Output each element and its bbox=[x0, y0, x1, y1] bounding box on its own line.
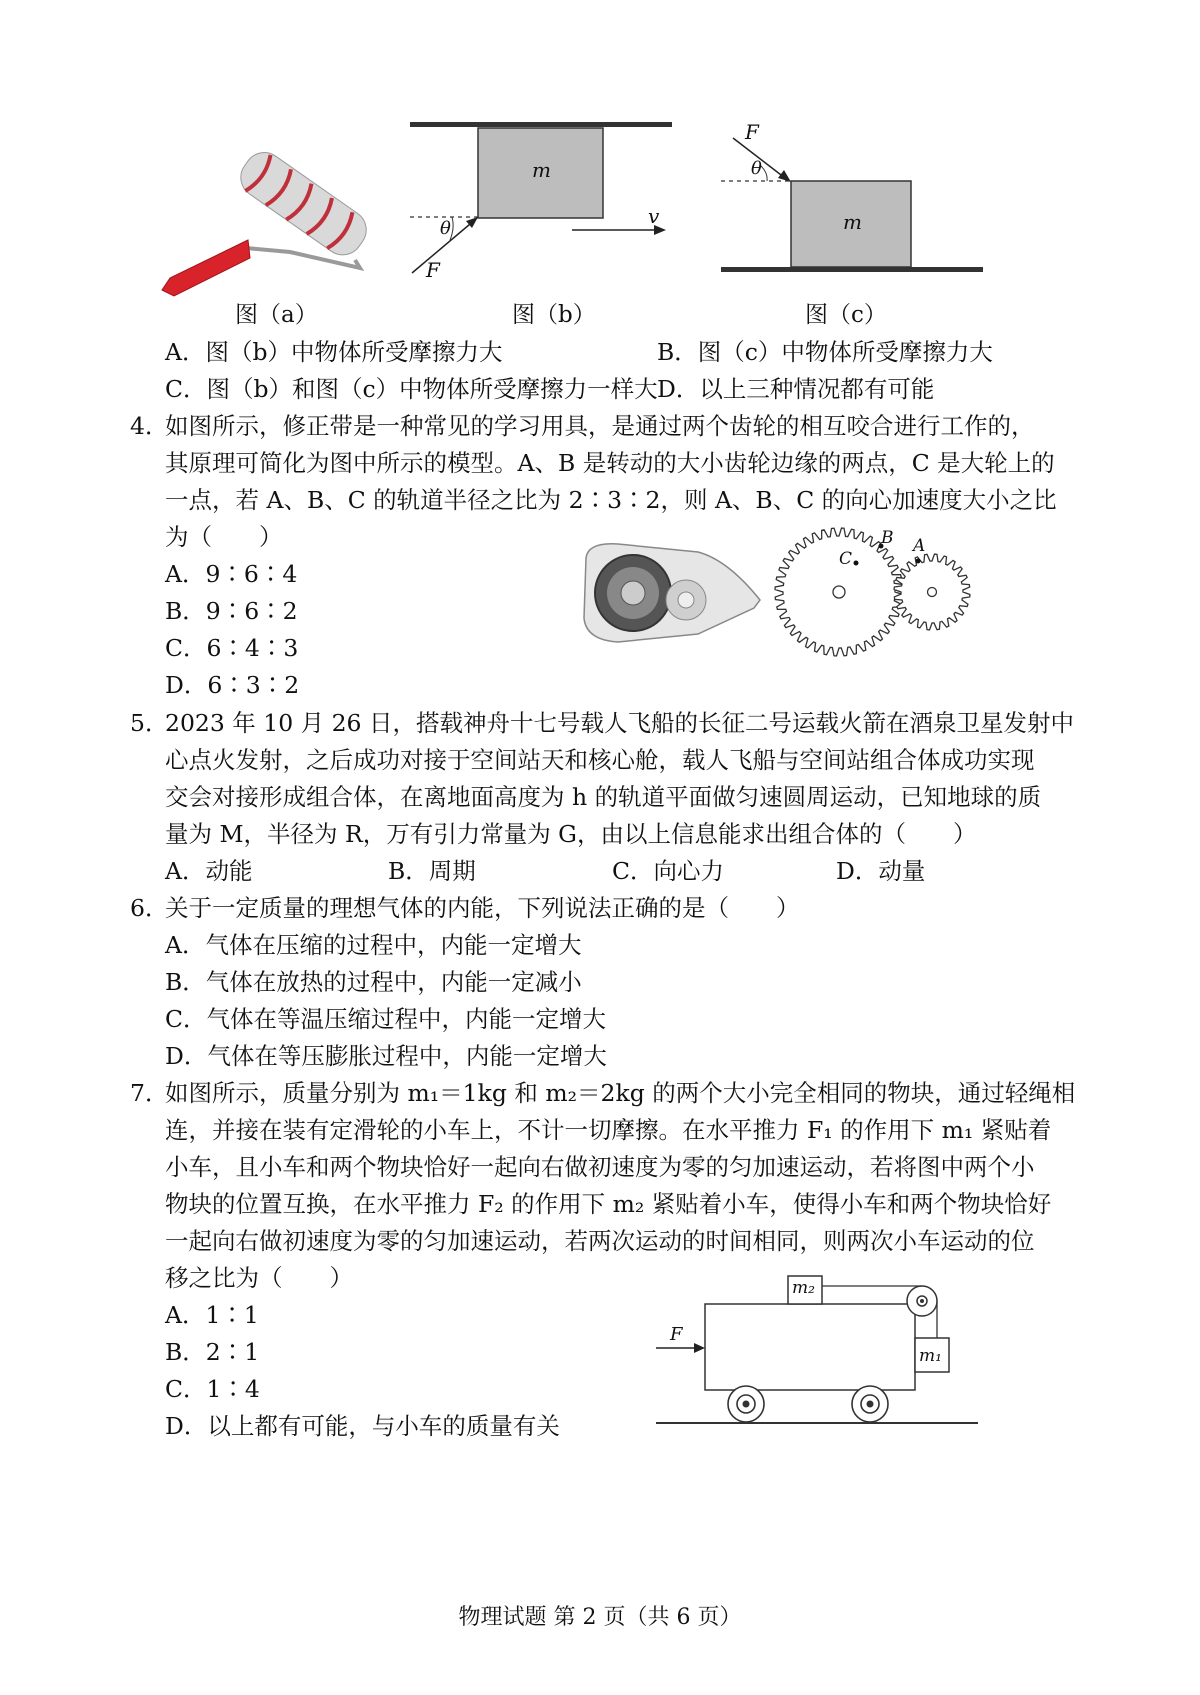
q4-line-1: 如图所示，修正带是一种常见的学习用具，是通过两个齿轮的相互咬合进行工作的， bbox=[165, 412, 1035, 440]
gear-label-b: B bbox=[881, 528, 894, 548]
q7-option-d: D．以上都有可能，与小车的质量有关 bbox=[165, 1412, 560, 1440]
q5-option-a: A．动能 bbox=[165, 857, 253, 885]
paint-roller-icon bbox=[150, 140, 380, 300]
small-gear bbox=[894, 554, 970, 630]
cart-body bbox=[705, 1304, 915, 1390]
gear-label-c: C bbox=[839, 549, 853, 569]
angle-label-b: θ bbox=[440, 218, 451, 239]
q7-line-6: 移之比为（ ） bbox=[165, 1264, 353, 1292]
mass-label-c: m bbox=[843, 210, 862, 234]
q4-line-4: 为（ ） bbox=[165, 523, 283, 551]
q6-option-b: B．气体在放热的过程中，内能一定减小 bbox=[165, 968, 582, 996]
ceiling bbox=[410, 122, 672, 127]
q3-option-c: C．图（b）和图（c）中物体所受摩擦力一样大 bbox=[165, 375, 658, 403]
q4-line-3: 一点，若 A、B、C 的轨道半径之比为 2∶3∶2，则 A、B、C 的向心加速度大小之比 bbox=[165, 486, 1057, 514]
q6-option-c: C．气体在等温压缩过程中，内能一定增大 bbox=[165, 1005, 606, 1033]
figure-c bbox=[715, 118, 1005, 293]
mass-label-b: m bbox=[532, 158, 551, 182]
q6-option-d: D．气体在等压膨胀过程中，内能一定增大 bbox=[165, 1042, 607, 1070]
q7-line-2: 连，并接在装有定滑轮的小车上，不计一切摩擦。在水平推力 F₁ 的作用下 m₁ 紧贴着 bbox=[165, 1116, 1052, 1144]
correction-tape-photo bbox=[578, 538, 763, 648]
point-a bbox=[916, 559, 921, 564]
q3-option-d: D．以上三种情况都有可能 bbox=[657, 375, 935, 403]
q6-line-1: 关于一定质量的理想气体的内能，下列说法正确的是（ ） bbox=[165, 894, 800, 922]
q7-line-1: 如图所示，质量分别为 m₁＝1kg 和 m₂＝2kg 的两个大小完全相同的物块，通过轻绳相 bbox=[165, 1079, 1076, 1107]
q3-option-a: A．图（b）中物体所受摩擦力大 bbox=[165, 338, 503, 366]
page-footer: 物理试题 第 2 页（共 6 页） bbox=[458, 1605, 742, 1630]
q7-option-c: C．1∶4 bbox=[165, 1375, 260, 1403]
caption-b: 图（b） bbox=[512, 302, 596, 328]
point-c bbox=[854, 561, 859, 566]
q4-option-b: B．9∶6∶2 bbox=[165, 597, 298, 625]
q7-option-b: B．2∶1 bbox=[165, 1338, 260, 1366]
force-label-c: F bbox=[745, 120, 759, 144]
q7-option-a: A．1∶1 bbox=[165, 1301, 259, 1329]
wheel-right bbox=[852, 1386, 888, 1422]
q7-number: 7． bbox=[130, 1079, 169, 1107]
gear-label-a: A bbox=[913, 536, 926, 556]
q4-option-d: D．6∶3∶2 bbox=[165, 671, 300, 699]
q7-line-3: 小车，且小车和两个物块恰好一起向右做初速度为零的匀加速运动，若将图中两个小 bbox=[165, 1153, 1035, 1181]
caption-c: 图（c） bbox=[805, 302, 887, 328]
figure-b bbox=[400, 118, 690, 293]
wheel-left bbox=[728, 1386, 764, 1422]
q7-line-4: 物块的位置互换，在水平推力 F₂ 的作用下 m₂ 紧贴着小车，使得小车和两个物块恰好 bbox=[165, 1190, 1052, 1218]
q6-number: 6． bbox=[130, 894, 169, 922]
q5-option-b: B．周期 bbox=[388, 857, 476, 885]
q5-number: 5． bbox=[130, 709, 169, 737]
correction-tape-icon bbox=[578, 538, 763, 648]
label-m1: m₁ bbox=[919, 1346, 942, 1366]
q5-line-4: 量为 M，半径为 R，万有引力常量为 G，由以上信息能求出组合体的（ ） bbox=[165, 820, 977, 848]
label-force: F bbox=[670, 1324, 683, 1345]
cart-diagram bbox=[650, 1268, 990, 1438]
velocity-label: v bbox=[648, 204, 660, 228]
floor bbox=[721, 267, 983, 272]
q5-line-3: 交会对接形成组合体，在离地面高度为 h 的轨道平面做匀速圆周运动，已知地球的质 bbox=[165, 783, 1042, 811]
caption-a: 图（a） bbox=[235, 302, 318, 328]
q5-line-2: 心点火发射，之后成功对接于空间站天和核心舱，载人飞船与空间站组合体成功实现 bbox=[165, 746, 1035, 774]
q3-option-b: B．图（c）中物体所受摩擦力大 bbox=[657, 338, 993, 366]
q7-line-5: 一起向右做初速度为零的匀加速运动，若两次运动的时间相同，则两次小车运动的位 bbox=[165, 1227, 1035, 1255]
q6-option-a: A．气体在压缩的过程中，内能一定增大 bbox=[165, 931, 582, 959]
angle-label-c: θ bbox=[751, 158, 762, 179]
q5-option-d: D．动量 bbox=[836, 857, 926, 885]
figure-a-paint-roller bbox=[150, 140, 380, 300]
q4-option-a: A．9∶6∶4 bbox=[165, 560, 298, 588]
q5-line-1: 2023 年 10 月 26 日，搭载神舟十七号载人飞船的长征二号运载火箭在酒泉卫星发射中 bbox=[165, 709, 1074, 737]
q4-number: 4． bbox=[130, 412, 169, 440]
q4-option-c: C．6∶4∶3 bbox=[165, 634, 299, 662]
q4-line-2: 其原理可简化为图中所示的模型。A、B 是转动的大小齿轮边缘的两点，C 是大轮上的 bbox=[165, 449, 1055, 477]
q5-option-c: C．向心力 bbox=[612, 857, 724, 885]
gear-diagram bbox=[768, 522, 978, 657]
label-m2: m₂ bbox=[792, 1278, 815, 1298]
force-label-b: F bbox=[426, 258, 440, 282]
